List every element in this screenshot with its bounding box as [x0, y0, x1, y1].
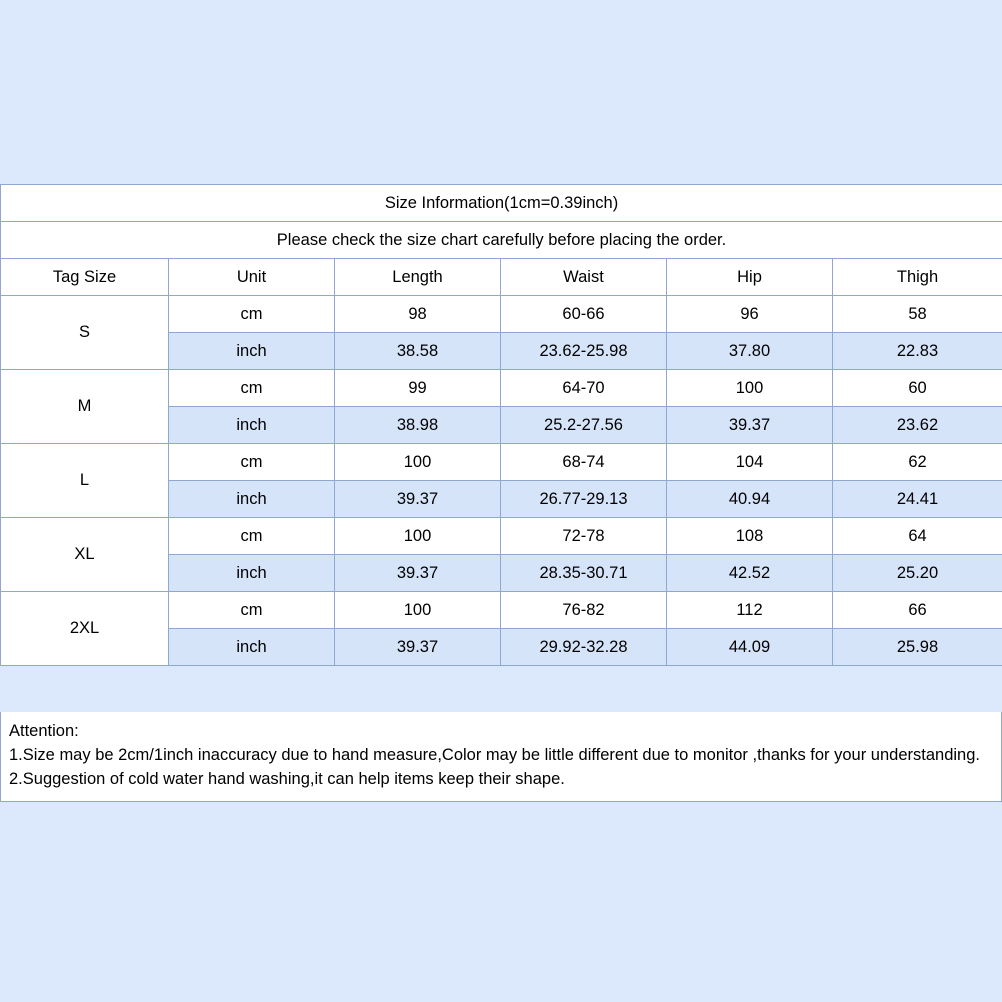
length-cell: 100 — [335, 518, 501, 555]
table-subtitle-row — [1, 222, 1002, 259]
table-row — [1, 444, 1002, 481]
waist-cell: 29.92-32.28 — [501, 629, 667, 666]
hip-cell: 100 — [667, 370, 833, 407]
unit-cell: cm — [169, 444, 335, 481]
thigh-cell: 25.20 — [833, 555, 1002, 592]
hip-cell: 112 — [667, 592, 833, 629]
unit-cell: inch — [169, 629, 335, 666]
thigh-cell: 66 — [833, 592, 1002, 629]
thigh-cell: 58 — [833, 296, 1002, 333]
chart-subtitle: Please check the size chart carefully before placing the order. — [1, 222, 1002, 259]
waist-cell: 64-70 — [501, 370, 667, 407]
size-chart — [0, 184, 1002, 666]
attention-heading: Attention: — [9, 722, 79, 740]
column-header-unit: Unit — [169, 259, 335, 296]
table-row — [1, 592, 1002, 629]
tag-size-cell: XL — [1, 518, 169, 592]
hip-cell: 39.37 — [667, 407, 833, 444]
waist-cell: 26.77-29.13 — [501, 481, 667, 518]
length-cell: 99 — [335, 370, 501, 407]
tag-size-cell: 2XL — [1, 592, 169, 666]
unit-cell: inch — [169, 481, 335, 518]
chart-title: Size Information(1cm=0.39inch) — [1, 185, 1002, 222]
length-cell: 98 — [335, 296, 501, 333]
hip-cell: 42.52 — [667, 555, 833, 592]
attention-block — [0, 712, 1002, 802]
waist-cell: 72-78 — [501, 518, 667, 555]
hip-cell: 44.09 — [667, 629, 833, 666]
waist-cell: 60-66 — [501, 296, 667, 333]
tag-size-cell: M — [1, 370, 169, 444]
unit-cell: cm — [169, 592, 335, 629]
thigh-cell: 64 — [833, 518, 1002, 555]
hip-cell: 96 — [667, 296, 833, 333]
thigh-cell: 22.83 — [833, 333, 1002, 370]
waist-cell: 28.35-30.71 — [501, 555, 667, 592]
thigh-cell: 24.41 — [833, 481, 1002, 518]
length-cell: 38.58 — [335, 333, 501, 370]
attention-note-2: 2.Suggestion of cold water hand washing,it can help items keep their shape. — [9, 770, 565, 788]
length-cell: 100 — [335, 592, 501, 629]
waist-cell: 23.62-25.98 — [501, 333, 667, 370]
table-row — [1, 518, 1002, 555]
unit-cell: inch — [169, 333, 335, 370]
waist-cell: 25.2-27.56 — [501, 407, 667, 444]
column-header-hip: Hip — [667, 259, 833, 296]
length-cell: 100 — [335, 444, 501, 481]
table-row — [1, 296, 1002, 333]
unit-cell: inch — [169, 407, 335, 444]
column-header-tag-size: Tag Size — [1, 259, 169, 296]
tag-size-cell: S — [1, 296, 169, 370]
hip-cell: 37.80 — [667, 333, 833, 370]
table-header-row — [1, 259, 1002, 296]
column-header-thigh: Thigh — [833, 259, 1002, 296]
column-header-waist: Waist — [501, 259, 667, 296]
thigh-cell: 25.98 — [833, 629, 1002, 666]
table-title-row — [1, 185, 1002, 222]
unit-cell: cm — [169, 518, 335, 555]
thigh-cell: 23.62 — [833, 407, 1002, 444]
thigh-cell: 62 — [833, 444, 1002, 481]
length-cell: 38.98 — [335, 407, 501, 444]
size-table — [0, 184, 1002, 666]
hip-cell: 40.94 — [667, 481, 833, 518]
unit-cell: inch — [169, 555, 335, 592]
thigh-cell: 60 — [833, 370, 1002, 407]
unit-cell: cm — [169, 296, 335, 333]
length-cell: 39.37 — [335, 555, 501, 592]
column-header-length: Length — [335, 259, 501, 296]
hip-cell: 108 — [667, 518, 833, 555]
unit-cell: cm — [169, 370, 335, 407]
hip-cell: 104 — [667, 444, 833, 481]
waist-cell: 76-82 — [501, 592, 667, 629]
tag-size-cell: L — [1, 444, 169, 518]
attention-note-1: 1.Size may be 2cm/1inch inaccuracy due to hand measure,Color may be little different due to monitor ,thanks for your understanding. — [9, 746, 980, 764]
length-cell: 39.37 — [335, 481, 501, 518]
waist-cell: 68-74 — [501, 444, 667, 481]
table-row — [1, 370, 1002, 407]
length-cell: 39.37 — [335, 629, 501, 666]
